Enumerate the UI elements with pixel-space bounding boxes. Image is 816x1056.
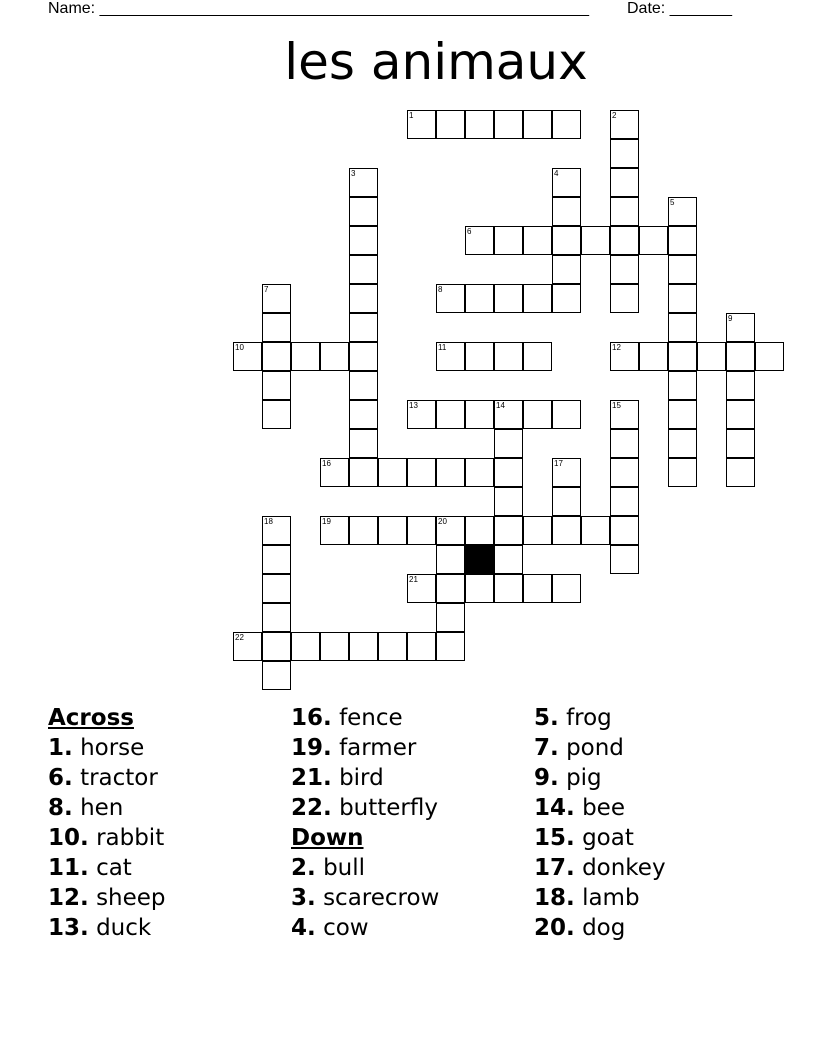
grid-cell[interactable] bbox=[552, 168, 581, 197]
cell-number: 2 bbox=[612, 111, 617, 120]
clue-text: bee bbox=[582, 795, 625, 821]
grid-cell[interactable] bbox=[668, 284, 697, 313]
grid-cell[interactable] bbox=[349, 255, 378, 284]
grid-cell[interactable] bbox=[668, 255, 697, 284]
grid-cell[interactable] bbox=[436, 342, 465, 371]
clue-number: 9. bbox=[534, 765, 559, 791]
grid-cell[interactable] bbox=[726, 342, 755, 371]
puzzle-title: les animaux bbox=[284, 33, 588, 91]
clue-item bbox=[291, 793, 439, 823]
grid-cell[interactable] bbox=[581, 516, 610, 545]
cell-number: 10 bbox=[235, 343, 244, 352]
cell-number: 3 bbox=[351, 169, 356, 178]
grid-cell[interactable] bbox=[726, 458, 755, 487]
grid-cell[interactable] bbox=[436, 545, 465, 574]
grid-cell[interactable] bbox=[378, 632, 407, 661]
grid-cell[interactable] bbox=[436, 400, 465, 429]
grid-cell[interactable] bbox=[320, 458, 349, 487]
grid-cell[interactable] bbox=[262, 400, 291, 429]
clue-item bbox=[291, 763, 439, 793]
clue-item bbox=[48, 763, 166, 793]
grid-cell[interactable] bbox=[552, 255, 581, 284]
grid-cell[interactable] bbox=[407, 458, 436, 487]
grid-cell[interactable] bbox=[465, 284, 494, 313]
clue-number: 7. bbox=[534, 735, 559, 761]
cell-number: 9 bbox=[728, 314, 733, 323]
grid-cell[interactable] bbox=[465, 400, 494, 429]
grid-cell[interactable] bbox=[349, 429, 378, 458]
grid-cell[interactable] bbox=[552, 400, 581, 429]
clue-number: 21. bbox=[291, 765, 332, 791]
clue-text: horse bbox=[80, 735, 145, 761]
clue-item bbox=[534, 733, 666, 763]
grid-cell[interactable] bbox=[668, 371, 697, 400]
clue-item bbox=[48, 793, 166, 823]
cell-number: 15 bbox=[612, 401, 621, 410]
clue-number: 1. bbox=[48, 735, 73, 761]
grid-cell[interactable] bbox=[494, 516, 523, 545]
clue-item bbox=[534, 793, 666, 823]
grid-cell[interactable] bbox=[610, 110, 639, 139]
grid-cell[interactable] bbox=[726, 400, 755, 429]
clue-text: goat bbox=[582, 825, 634, 851]
cell-number: 6 bbox=[467, 227, 472, 236]
clue-number: 18. bbox=[534, 885, 575, 911]
grid-cell[interactable] bbox=[407, 516, 436, 545]
grid-cell[interactable] bbox=[668, 458, 697, 487]
clue-text: farmer bbox=[339, 735, 417, 761]
grid-cell[interactable] bbox=[668, 197, 697, 226]
grid-cell[interactable] bbox=[552, 516, 581, 545]
grid-cell[interactable] bbox=[610, 487, 639, 516]
grid-cell[interactable] bbox=[639, 226, 668, 255]
clue-number: 15. bbox=[534, 825, 575, 851]
grid-cell[interactable] bbox=[436, 603, 465, 632]
grid-cell[interactable] bbox=[465, 574, 494, 603]
grid-cell[interactable] bbox=[262, 574, 291, 603]
grid-cell[interactable] bbox=[320, 516, 349, 545]
grid-cell[interactable] bbox=[291, 342, 320, 371]
grid-cell[interactable] bbox=[668, 226, 697, 255]
clue-number: 3. bbox=[291, 885, 316, 911]
clue-text: frog bbox=[566, 705, 612, 731]
grid-cell[interactable] bbox=[552, 226, 581, 255]
grid-cell[interactable] bbox=[320, 342, 349, 371]
grid-cell[interactable] bbox=[262, 603, 291, 632]
grid-cell[interactable] bbox=[262, 342, 291, 371]
cell-number: 14 bbox=[496, 401, 505, 410]
grid-cell[interactable] bbox=[726, 429, 755, 458]
grid-cell[interactable] bbox=[262, 661, 291, 690]
clue-item bbox=[534, 853, 666, 883]
grid-cell[interactable] bbox=[523, 226, 552, 255]
grid-cell[interactable] bbox=[349, 168, 378, 197]
clue-text: duck bbox=[96, 915, 152, 941]
clue-item bbox=[534, 913, 666, 943]
grid-cell[interactable] bbox=[494, 226, 523, 255]
clue-number: 17. bbox=[534, 855, 575, 881]
cell-number: 5 bbox=[670, 198, 675, 207]
grid-cell[interactable] bbox=[668, 342, 697, 371]
grid-cell[interactable] bbox=[262, 313, 291, 342]
grid-cell[interactable] bbox=[639, 342, 668, 371]
grid-cell[interactable] bbox=[610, 168, 639, 197]
grid-cell[interactable] bbox=[552, 574, 581, 603]
clue-item bbox=[291, 853, 439, 883]
clue-item bbox=[48, 913, 166, 943]
clue-number: 4. bbox=[291, 915, 316, 941]
grid-cell[interactable] bbox=[552, 458, 581, 487]
grid-cell[interactable] bbox=[349, 342, 378, 371]
grid-cell[interactable] bbox=[465, 110, 494, 139]
grid-cell[interactable] bbox=[726, 313, 755, 342]
grid-cell[interactable] bbox=[610, 545, 639, 574]
clue-column-1 bbox=[48, 703, 166, 943]
grid-cell[interactable] bbox=[349, 632, 378, 661]
cell-number: 22 bbox=[235, 633, 244, 642]
grid-cell[interactable] bbox=[523, 284, 552, 313]
clue-item bbox=[291, 913, 439, 943]
grid-cell[interactable] bbox=[494, 574, 523, 603]
clue-number: 13. bbox=[48, 915, 89, 941]
grid-cell[interactable] bbox=[523, 110, 552, 139]
clue-text: bull bbox=[323, 855, 366, 881]
clue-number: 10. bbox=[48, 825, 89, 851]
clue-text: fence bbox=[339, 705, 403, 731]
clue-item bbox=[48, 883, 166, 913]
grid-cell[interactable] bbox=[523, 574, 552, 603]
across-heading: Across bbox=[48, 705, 134, 731]
grid-cell[interactable] bbox=[291, 632, 320, 661]
clue-item bbox=[534, 883, 666, 913]
clue-number: 6. bbox=[48, 765, 73, 791]
grid-cell[interactable] bbox=[465, 458, 494, 487]
grid-cell[interactable] bbox=[494, 110, 523, 139]
date-line: Date: _______ bbox=[627, 0, 732, 17]
clue-number: 16. bbox=[291, 705, 332, 731]
clue-number: 20. bbox=[534, 915, 575, 941]
clue-text: tractor bbox=[80, 765, 158, 791]
grid-cell[interactable] bbox=[523, 400, 552, 429]
grid-cell[interactable] bbox=[610, 226, 639, 255]
clue-number: 8. bbox=[48, 795, 73, 821]
clue-item bbox=[291, 703, 439, 733]
grid-cell[interactable] bbox=[552, 487, 581, 516]
cell-number: 18 bbox=[264, 517, 273, 526]
grid-cell[interactable] bbox=[494, 545, 523, 574]
grid-cell[interactable] bbox=[610, 139, 639, 168]
grid-cell[interactable] bbox=[407, 632, 436, 661]
clue-text: donkey bbox=[582, 855, 666, 881]
grid-cell[interactable] bbox=[610, 255, 639, 284]
grid-cell[interactable] bbox=[349, 516, 378, 545]
clue-text: scarecrow bbox=[323, 885, 440, 911]
clue-number: 11. bbox=[48, 855, 89, 881]
grid-cell[interactable] bbox=[349, 284, 378, 313]
grid-cell[interactable] bbox=[755, 342, 784, 371]
cell-number: 1 bbox=[409, 111, 414, 120]
grid-cell[interactable] bbox=[465, 516, 494, 545]
clue-text: pig bbox=[566, 765, 602, 791]
grid-cell[interactable] bbox=[494, 400, 523, 429]
clue-number: 22. bbox=[291, 795, 332, 821]
grid-cell[interactable] bbox=[262, 284, 291, 313]
cell-number: 12 bbox=[612, 343, 621, 352]
clue-text: bird bbox=[339, 765, 384, 791]
clue-column-2 bbox=[291, 703, 439, 943]
grid-cell[interactable] bbox=[320, 632, 349, 661]
clue-item bbox=[48, 823, 166, 853]
grid-cell[interactable] bbox=[494, 458, 523, 487]
clue-item bbox=[291, 733, 439, 763]
clue-column-3 bbox=[534, 703, 666, 943]
black-square bbox=[465, 545, 494, 574]
clue-text: rabbit bbox=[96, 825, 165, 851]
cell-number: 4 bbox=[554, 169, 559, 178]
cell-number: 19 bbox=[322, 517, 331, 526]
grid-cell[interactable] bbox=[494, 342, 523, 371]
grid-cell[interactable] bbox=[262, 545, 291, 574]
grid-cell[interactable] bbox=[436, 110, 465, 139]
grid-cell[interactable] bbox=[407, 574, 436, 603]
grid-cell[interactable] bbox=[436, 284, 465, 313]
grid-cell[interactable] bbox=[494, 487, 523, 516]
cell-number: 21 bbox=[409, 575, 418, 584]
grid-cell[interactable] bbox=[233, 342, 262, 371]
grid-cell[interactable] bbox=[465, 226, 494, 255]
grid-cell[interactable] bbox=[610, 458, 639, 487]
clue-item bbox=[534, 703, 666, 733]
cell-number: 11 bbox=[438, 343, 447, 352]
grid-cell[interactable] bbox=[697, 342, 726, 371]
clue-number: 19. bbox=[291, 735, 332, 761]
down-heading: Down bbox=[291, 825, 364, 851]
clue-text: pond bbox=[566, 735, 624, 761]
grid-cell[interactable] bbox=[668, 400, 697, 429]
grid-cell[interactable] bbox=[349, 226, 378, 255]
cell-number: 8 bbox=[438, 285, 443, 294]
grid-cell[interactable] bbox=[581, 226, 610, 255]
grid-cell[interactable] bbox=[610, 197, 639, 226]
grid-cell[interactable] bbox=[407, 400, 436, 429]
grid-cell[interactable] bbox=[552, 284, 581, 313]
grid-cell[interactable] bbox=[610, 429, 639, 458]
grid-cell[interactable] bbox=[349, 313, 378, 342]
grid-cell[interactable] bbox=[349, 458, 378, 487]
clue-text: hen bbox=[80, 795, 124, 821]
grid-cell[interactable] bbox=[233, 632, 262, 661]
grid-cell[interactable] bbox=[349, 197, 378, 226]
grid-cell[interactable] bbox=[552, 110, 581, 139]
grid-cell[interactable] bbox=[262, 371, 291, 400]
cell-number: 17 bbox=[554, 459, 563, 468]
grid-cell[interactable] bbox=[436, 574, 465, 603]
grid-cell[interactable] bbox=[610, 342, 639, 371]
clue-text: cow bbox=[323, 915, 369, 941]
grid-cell[interactable] bbox=[523, 342, 552, 371]
clue-item bbox=[48, 733, 166, 763]
cell-number: 7 bbox=[264, 285, 269, 294]
grid-cell[interactable] bbox=[436, 458, 465, 487]
clue-item bbox=[48, 853, 166, 883]
clue-number: 5. bbox=[534, 705, 559, 731]
clue-text: butterfly bbox=[339, 795, 438, 821]
grid-cell[interactable] bbox=[436, 632, 465, 661]
clue-number: 12. bbox=[48, 885, 89, 911]
clue-item bbox=[534, 823, 666, 853]
grid-cell[interactable] bbox=[378, 516, 407, 545]
clue-number: 2. bbox=[291, 855, 316, 881]
cell-number: 20 bbox=[438, 517, 447, 526]
clue-text: cat bbox=[96, 855, 132, 881]
clue-item bbox=[291, 883, 439, 913]
grid-cell[interactable] bbox=[523, 516, 552, 545]
clue-text: dog bbox=[582, 915, 626, 941]
grid-cell[interactable] bbox=[668, 429, 697, 458]
grid-cell[interactable] bbox=[668, 313, 697, 342]
grid-cell[interactable] bbox=[262, 516, 291, 545]
grid-cell[interactable] bbox=[494, 429, 523, 458]
grid-cell[interactable] bbox=[378, 458, 407, 487]
grid-cell[interactable] bbox=[349, 371, 378, 400]
grid-cell[interactable] bbox=[465, 342, 494, 371]
grid-cell[interactable] bbox=[349, 400, 378, 429]
grid-cell[interactable] bbox=[726, 371, 755, 400]
name-line: Name: _______________________________________________________ bbox=[48, 0, 589, 17]
grid-cell[interactable] bbox=[610, 516, 639, 545]
grid-cell[interactable] bbox=[262, 632, 291, 661]
grid-cell[interactable] bbox=[610, 284, 639, 313]
grid-cell[interactable] bbox=[407, 110, 436, 139]
clue-number: 14. bbox=[534, 795, 575, 821]
grid-cell[interactable] bbox=[494, 284, 523, 313]
cell-number: 16 bbox=[322, 459, 331, 468]
clue-item bbox=[534, 763, 666, 793]
grid-cell[interactable] bbox=[436, 516, 465, 545]
cell-number: 13 bbox=[409, 401, 418, 410]
clue-text: sheep bbox=[96, 885, 166, 911]
clue-text: lamb bbox=[582, 885, 640, 911]
grid-cell[interactable] bbox=[610, 400, 639, 429]
grid-cell[interactable] bbox=[552, 197, 581, 226]
